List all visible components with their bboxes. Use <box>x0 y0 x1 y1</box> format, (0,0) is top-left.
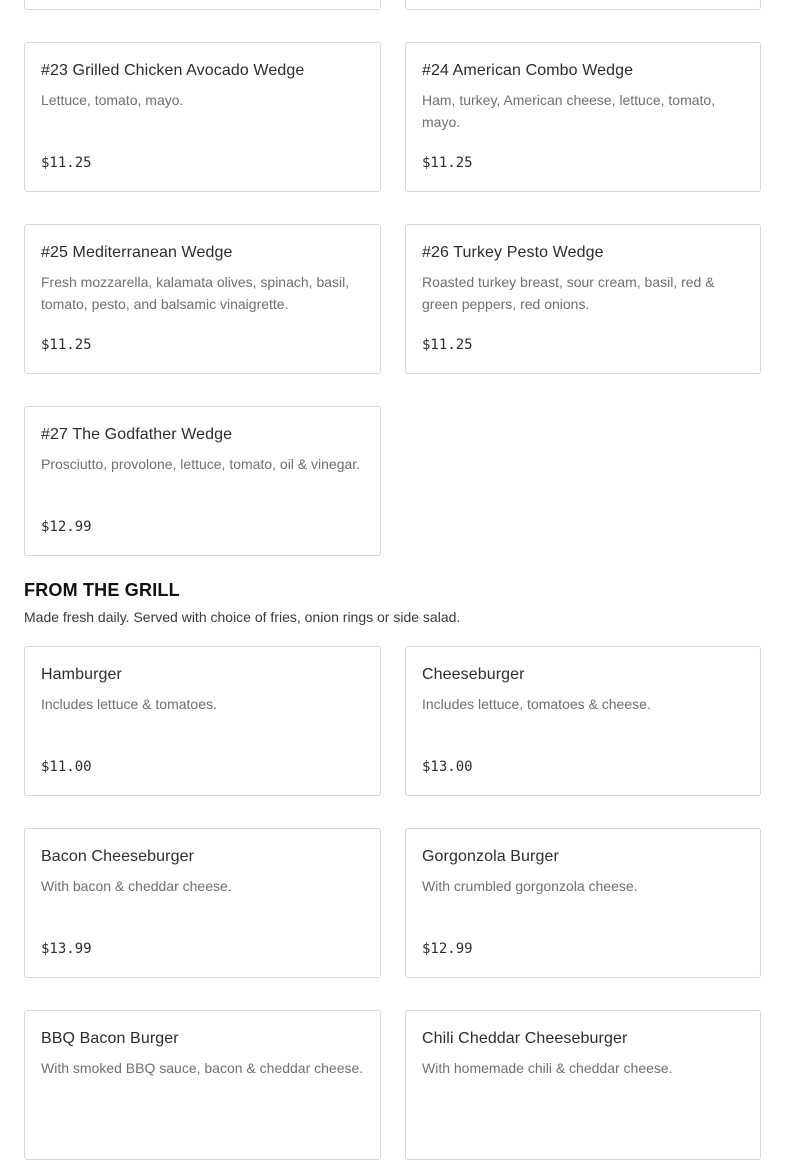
menu-item-name: #25 Mediterranean Wedge <box>41 244 233 261</box>
menu-item-price: $13.99 <box>41 941 92 957</box>
menu-item-description: Prosciutto, provolone, lettuce, tomato, oil & vinegar. <box>41 456 361 472</box>
menu-item-name: Bacon Cheeseburger <box>41 848 195 865</box>
menu-item-description: Roasted turkey breast, sour cream, basil, red & green peppers, red onions. <box>422 274 715 312</box>
menu-item-name: Cheeseburger <box>422 666 525 683</box>
menu-item-price: $12.99 <box>422 941 473 957</box>
section-description: Made fresh daily. Served with choice of fries, onion rings or side salad. <box>24 609 461 625</box>
menu-item-description: With bacon & cheddar cheese. <box>41 878 232 894</box>
menu-item-description: With smoked BBQ sauce, bacon & cheddar cheese. <box>41 1060 364 1076</box>
menu-item-card[interactable] <box>405 224 761 374</box>
menu-item-card[interactable] <box>24 1010 381 1160</box>
menu-item-card[interactable] <box>24 42 381 192</box>
menu-item-description: Lettuce, tomato, mayo. <box>41 92 184 108</box>
menu-item-description: Includes lettuce, tomatoes & cheese. <box>422 696 651 712</box>
menu-item-price: $11.25 <box>41 155 92 171</box>
menu-item-card[interactable] <box>405 1010 761 1160</box>
menu-item-description: Includes lettuce & tomatoes. <box>41 696 217 712</box>
menu-item-price: $11.25 <box>422 155 473 171</box>
menu-item-name: #23 Grilled Chicken Avocado Wedge <box>41 62 305 79</box>
menu-item-card-cut-off[interactable] <box>24 0 381 10</box>
menu-item-card-cut-off[interactable] <box>405 0 761 10</box>
menu-item-name: BBQ Bacon Burger <box>41 1030 179 1047</box>
menu-item-name: Hamburger <box>41 666 122 683</box>
menu-item-name: Chili Cheddar Cheeseburger <box>422 1030 628 1047</box>
menu-item-price: $13.00 <box>422 759 473 775</box>
menu-item-card[interactable] <box>24 224 381 374</box>
menu-item-name: #26 Turkey Pesto Wedge <box>422 244 604 261</box>
menu-item-description: With crumbled gorgonzola cheese. <box>422 878 638 894</box>
menu-item-description: With homemade chili & cheddar cheese. <box>422 1060 673 1076</box>
menu-item-card[interactable] <box>24 828 381 978</box>
menu-item-name: Gorgonzola Burger <box>422 848 559 865</box>
menu-item-description: Ham, turkey, American cheese, lettuce, tomato, mayo. <box>422 92 716 130</box>
menu-item-name: #24 American Combo Wedge <box>422 62 634 79</box>
section-title: FROM THE GRILL <box>24 580 180 600</box>
menu-item-price: $12.99 <box>41 519 92 535</box>
menu-item-name: #27 The Godfather Wedge <box>41 426 233 443</box>
menu-item-price: $11.00 <box>41 759 92 775</box>
menu-item-price: $11.25 <box>41 337 92 353</box>
menu-item-price: $11.25 <box>422 337 473 353</box>
menu-item-card[interactable] <box>405 42 761 192</box>
menu-item-card[interactable] <box>24 646 381 796</box>
menu-item-card[interactable] <box>24 406 381 556</box>
menu-item-description: Fresh mozzarella, kalamata olives, spinach, basil, tomato, pesto, and balsamic vinaigrette. <box>41 274 350 312</box>
menu-item-card[interactable] <box>405 646 761 796</box>
menu-item-card[interactable] <box>405 828 761 978</box>
